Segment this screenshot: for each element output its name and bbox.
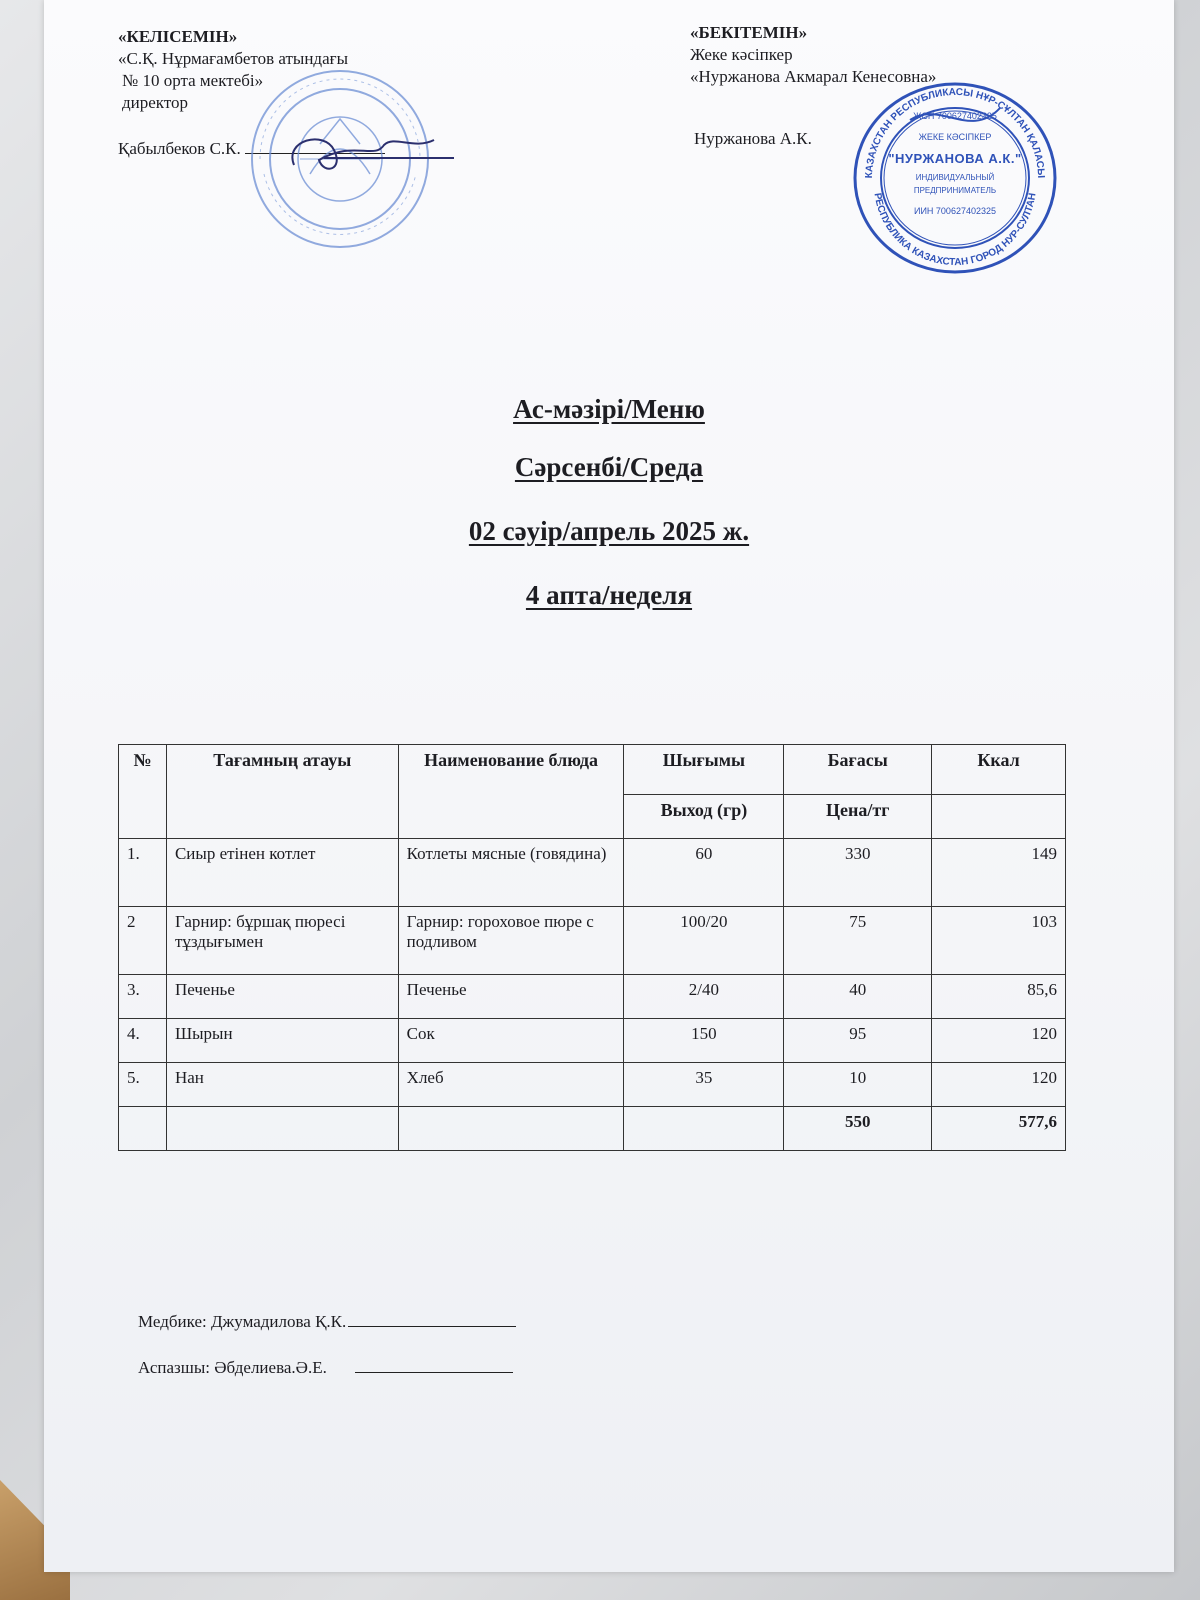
entity-name: «Нуржанова Акмарал Кенесовна» xyxy=(690,67,937,86)
cell-yield: 2/40 xyxy=(624,975,784,1019)
role-label: Жеке кәсіпкер xyxy=(690,45,793,64)
col-header-yield-ru: Выход (гр) xyxy=(624,795,784,839)
col-header-num: № xyxy=(119,745,167,839)
col-header-kcal-empty xyxy=(932,795,1066,839)
cell-kcal: 103 xyxy=(932,907,1066,975)
cell-yield: 35 xyxy=(624,1063,784,1107)
org-line-2: № 10 орта мектебі» xyxy=(122,71,264,90)
col-header-yield-kz: Шығымы xyxy=(624,745,784,795)
signatory-left: Қабылбеков С.К. xyxy=(118,139,241,158)
cell-name-ru: Гарнир: гороховое пюре с подливом xyxy=(398,907,624,975)
cook-signature-line xyxy=(355,1372,513,1373)
stamp-ring-bottom-text: РЕСПУБЛИКА КАЗАХСТАН ГОРОД НУР-СУЛТАН xyxy=(871,192,1039,269)
title-day: Сәрсенбі/Среда xyxy=(514,452,704,482)
table-row xyxy=(119,907,1066,975)
footer-cook xyxy=(138,1358,513,1378)
cell-name-ru: Хлеб xyxy=(398,1063,624,1107)
stamp-center-sub1: ИНДИВИДУАЛЬНЫЙ xyxy=(915,173,995,182)
cell-num: 2 xyxy=(119,907,167,975)
cell-name-ru: Сок xyxy=(398,1019,624,1063)
cell-name-kz: Гарнир: бұршақ пюресі тұздығымен xyxy=(166,907,398,975)
stamp-center-sub2: ПРЕДПРИНИМАТЕЛЬ xyxy=(913,186,997,195)
cell-yield: 150 xyxy=(624,1019,784,1063)
title-week: 4 апта/неделя xyxy=(525,580,693,610)
approval-left: «КЕЛІСЕМІН» xyxy=(118,27,238,46)
entrepreneur-stamp xyxy=(850,80,1060,276)
cook-label: Аспазшы: Әбделиева.Ә.Е. xyxy=(138,1358,327,1377)
col-header-kcal: Ккал xyxy=(932,745,1066,795)
signature-left-icon xyxy=(264,120,464,180)
cell-empty xyxy=(119,1107,167,1151)
col-header-price-kz: Бағасы xyxy=(784,745,932,795)
table-row xyxy=(119,839,1066,907)
cell-num: 5. xyxy=(119,1063,167,1107)
cell-empty xyxy=(398,1107,624,1151)
menu-table xyxy=(118,744,1066,1151)
cell-num: 3. xyxy=(119,975,167,1019)
cell-kcal: 149 xyxy=(932,839,1066,907)
cell-name-ru: Котлеты мясные (говядина) xyxy=(398,839,624,907)
total-kcal: 577,6 xyxy=(932,1107,1066,1151)
cell-empty xyxy=(624,1107,784,1151)
title-date: 02 сәуір/апрель 2025 ж. xyxy=(468,516,750,546)
cell-name-ru: Печенье xyxy=(398,975,624,1019)
cell-price: 330 xyxy=(784,839,932,907)
org-line-1: «С.Қ. Нұрмағамбетов атындағы xyxy=(118,49,349,68)
cell-num: 4. xyxy=(119,1019,167,1063)
cell-name-kz: Нан xyxy=(166,1063,398,1107)
stamp-id-top: ЖСН 700627402325 xyxy=(913,111,997,121)
nurse-label: Медбике: Джумадилова Қ.К. xyxy=(138,1312,347,1331)
stamp-center-name: "НУРЖАНОВА А.К." xyxy=(888,151,1022,166)
cell-empty xyxy=(166,1107,398,1151)
cell-yield: 100/20 xyxy=(624,907,784,975)
table-row xyxy=(119,1063,1066,1107)
cell-kcal: 120 xyxy=(932,1063,1066,1107)
cell-yield: 60 xyxy=(624,839,784,907)
stamp-ring-top-text: КАЗАХСТАН РЕСПУБЛИКАСЫ НҰР-СҰЛТАН ҚАЛАСЫ xyxy=(863,86,1047,179)
cell-price: 10 xyxy=(784,1063,932,1107)
cell-num: 1. xyxy=(119,839,167,907)
stamp-center-small: ЖЕКЕ КӘСІПКЕР xyxy=(918,132,992,142)
title-menu: Ас-мәзірі/Меню xyxy=(513,394,705,424)
cell-name-kz: Сиыр етінен котлет xyxy=(166,839,398,907)
cell-kcal: 85,6 xyxy=(932,975,1066,1019)
cell-kcal: 120 xyxy=(932,1019,1066,1063)
footer-nurse xyxy=(138,1312,516,1332)
table-row xyxy=(119,1019,1066,1063)
cell-price: 95 xyxy=(784,1019,932,1063)
signatory-right: Нуржанова А.К. xyxy=(694,129,812,148)
approval-right: «БЕКІТЕМІН» xyxy=(690,23,808,42)
stamp-id-bottom: ИИН 700627402325 xyxy=(913,206,996,216)
nurse-signature-line xyxy=(348,1326,516,1327)
cell-name-kz: Шырын xyxy=(166,1019,398,1063)
cell-name-kz: Печенье xyxy=(166,975,398,1019)
position-label: директор xyxy=(122,93,189,112)
total-price: 550 xyxy=(784,1107,932,1151)
document-page xyxy=(44,0,1174,1572)
table-total-row xyxy=(119,1107,1066,1151)
cell-price: 40 xyxy=(784,975,932,1019)
table-row xyxy=(119,975,1066,1019)
col-header-price-ru: Цена/тг xyxy=(784,795,932,839)
col-header-name-ru: Наименование блюда xyxy=(398,745,624,839)
col-header-name-kz: Тағамның атауы xyxy=(166,745,398,839)
cell-price: 75 xyxy=(784,907,932,975)
table-header-row xyxy=(119,745,1066,795)
